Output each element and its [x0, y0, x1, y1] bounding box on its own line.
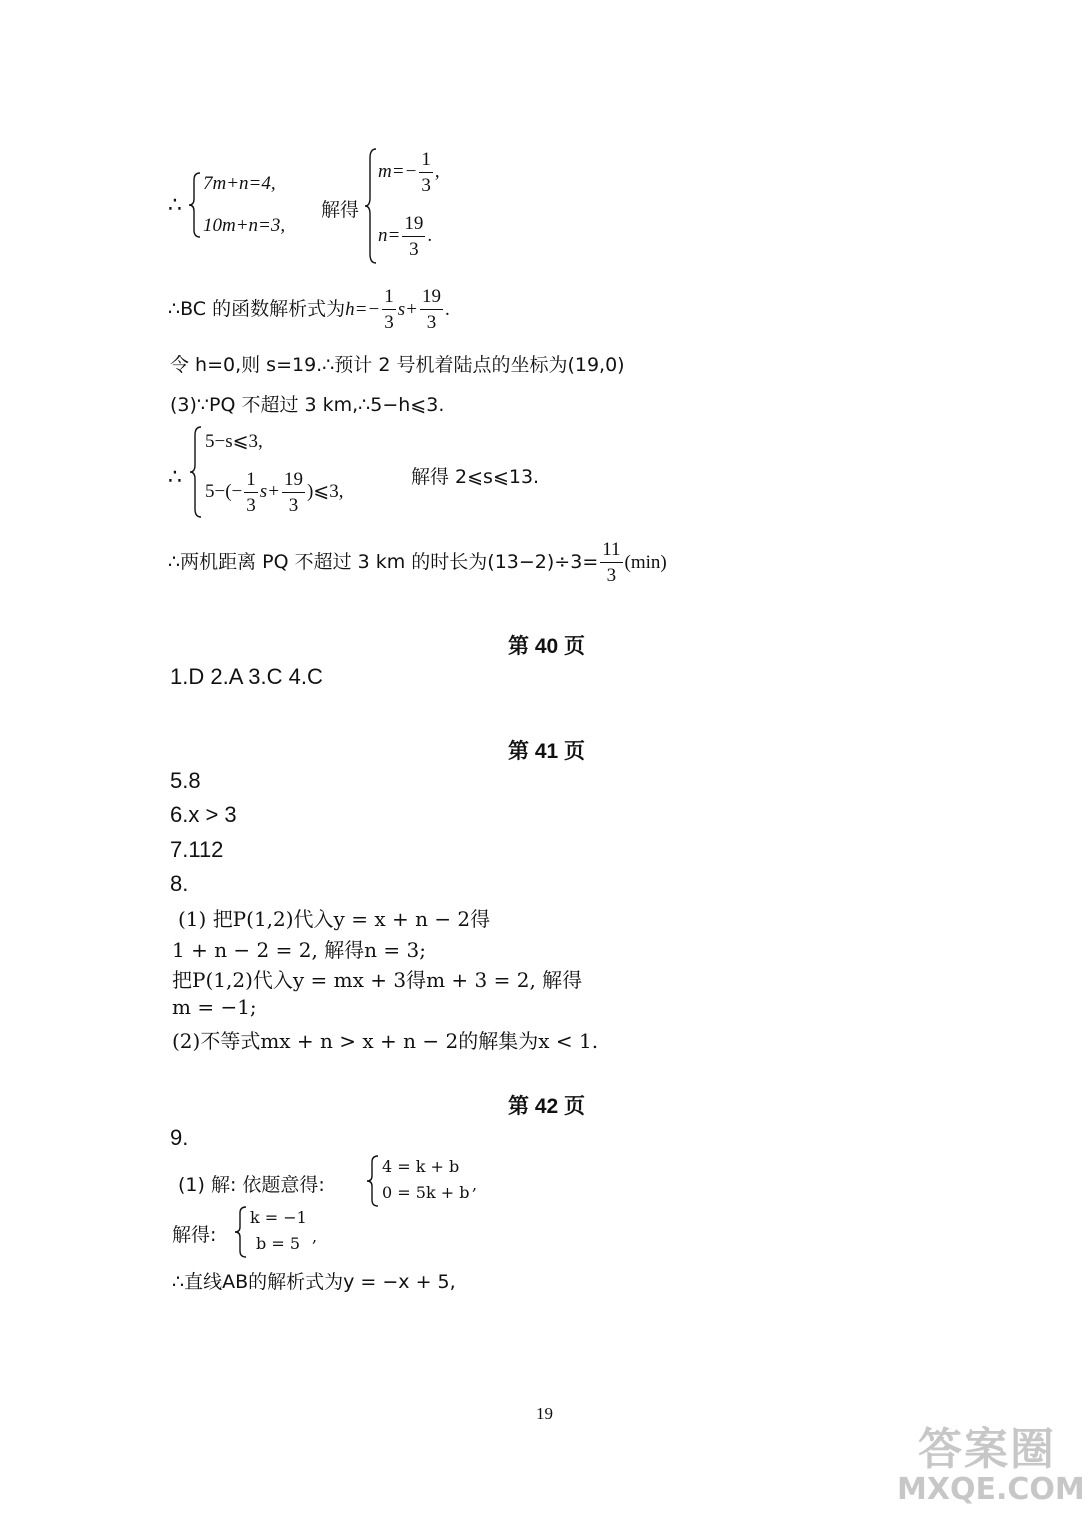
answer-8: 8.: [170, 871, 189, 896]
sys2-tail: ,: [312, 1227, 318, 1246]
sys1-tail: ,: [472, 1175, 478, 1194]
q8-line-5: (2)不等式mx + n > x + n − 2的解集为x < 1.: [172, 1029, 599, 1053]
q8-line-2: 1 + n − 2 = 2, 解得n = 3;: [172, 938, 427, 962]
page-40-answers: 1.D 2.A 3.C 4.C: [170, 664, 323, 689]
left-brace-icon: [364, 148, 378, 264]
therefore-symbol: ∴: [168, 465, 182, 490]
q9-line-2: 解得:: [172, 1224, 217, 1246]
page-number: 19: [536, 1404, 553, 1423]
landing-point-line: 令 h=0,则 s=19.∴预计 2 号机着陆点的坐标为(19,0): [170, 354, 625, 376]
answer-7: 7.112: [170, 837, 224, 862]
answer-6: 6.x > 3: [170, 802, 237, 827]
left-brace-icon: [188, 172, 202, 238]
page-40-heading: 第 40 页: [508, 635, 586, 658]
watermark-text-bottom: MXQE.COM: [897, 1472, 1085, 1507]
therefore-symbol: ∴: [168, 193, 182, 218]
duration-line: ∴两机距离 PQ 不超过 3 km 的时长为(13−2)÷3= $\frac{11}{3}$ (min): [168, 539, 667, 586]
left-brace-icon: [366, 1155, 380, 1207]
page-42-heading: 第 42 页: [508, 1095, 586, 1118]
left-brace-icon: [189, 426, 203, 518]
q9-line-1: (1) 解: 依题意得:: [178, 1174, 325, 1196]
sys2-eq1: k = −1: [250, 1208, 307, 1227]
q9-line-3: ∴直线AB的解析式为y = −x + 5,: [172, 1271, 456, 1293]
watermark-logo: [897, 1424, 1085, 1528]
solution-m: m=− $\frac{1}{3}$ ,: [378, 149, 440, 196]
solution-range: 解得 2⩽s⩽13.: [411, 466, 540, 488]
inequality-5-s: 5−s⩽3,: [205, 431, 263, 452]
left-brace-icon: [234, 1206, 248, 1258]
inequality-composite: 5−(− $\frac{1}{3}$ s+ $\frac{19}{3}$ )⩽3,: [205, 469, 344, 516]
bc-function-line: ∴BC 的函数解析式为h=− $\frac{1}{3}$ s+ $\frac{19}{3}$ .: [168, 286, 450, 333]
sys1-eq2: 0 = 5k + b: [382, 1183, 470, 1202]
q8-line-4: m = −1;: [172, 995, 257, 1019]
q8-line-1: (1) 把P(1,2)代入y = x + n − 2得: [178, 907, 491, 931]
solve-label: 解得: [321, 199, 360, 221]
equation-7m-n-4: 7m+n=4,: [203, 173, 276, 194]
equation-10m-n-3: 10m+n=3,: [203, 215, 286, 236]
watermark-text-top: 答案圈: [918, 1424, 1056, 1475]
page-41-heading: 第 41 页: [508, 740, 586, 763]
q8-line-3: 把P(1,2)代入y = mx + 3得m + 3 = 2, 解得: [172, 968, 583, 992]
sys2-eq2: b = 5: [256, 1234, 300, 1253]
sys1-eq1: 4 = k + b: [382, 1157, 460, 1176]
answer-9: 9.: [170, 1125, 189, 1150]
part3-condition-line: (3)∵PQ 不超过 3 km,∴5−h⩽3.: [170, 394, 445, 416]
answer-5: 5.8: [170, 768, 201, 793]
solution-n: n= $\frac{19}{3}$ .: [378, 213, 433, 260]
